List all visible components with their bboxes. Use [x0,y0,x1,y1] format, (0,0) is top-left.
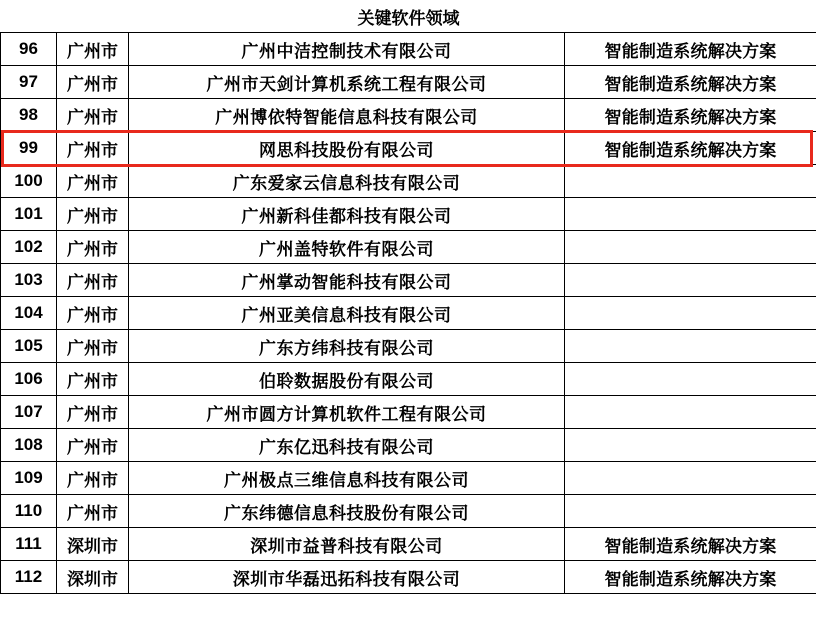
cell-index: 104 [1,297,57,330]
cell-city: 广州市 [57,462,129,495]
table-row [1,528,816,561]
cell-index: 109 [1,462,57,495]
cell-city: 广州市 [57,495,129,528]
cell-index: 102 [1,231,57,264]
cell-index: 96 [1,33,57,66]
cell-name: 广州博依特智能信息科技有限公司 [129,99,565,132]
cell-name: 广州中洁控制技术有限公司 [129,33,565,66]
cell-field [565,429,816,462]
cell-field [565,231,816,264]
cell-name: 广东爱家云信息科技有限公司 [129,165,565,198]
cell-city: 广州市 [57,264,129,297]
cell-name: 广东方纬科技有限公司 [129,330,565,363]
cell-city: 深圳市 [57,528,129,561]
table-row [1,66,816,99]
cell-field [565,462,816,495]
cell-city: 广州市 [57,363,129,396]
cell-field: 智能制造系统解决方案 [565,33,816,66]
cell-name: 广州盖特软件有限公司 [129,231,565,264]
cell-city: 广州市 [57,429,129,462]
cell-field [565,297,816,330]
cell-city: 广州市 [57,396,129,429]
table-row [1,495,816,528]
cell-index: 98 [1,99,57,132]
cell-city: 深圳市 [57,561,129,594]
table-title-row [1,0,816,33]
cell-index: 111 [1,528,57,561]
table-row [1,198,816,231]
table-row [1,264,816,297]
cell-field [565,330,816,363]
cell-city: 广州市 [57,165,129,198]
cell-name: 广州亚美信息科技有限公司 [129,297,565,330]
table-row [1,231,816,264]
cell-name: 深圳市益普科技有限公司 [129,528,565,561]
cell-index: 105 [1,330,57,363]
cell-field [565,264,816,297]
page-title: 关键软件领域 [1,0,816,33]
cell-index: 106 [1,363,57,396]
cell-field [565,495,816,528]
cell-field: 智能制造系统解决方案 [565,561,816,594]
table-row [1,99,816,132]
cell-index: 103 [1,264,57,297]
cell-index: 107 [1,396,57,429]
cell-city: 广州市 [57,66,129,99]
cell-name: 广州极点三维信息科技有限公司 [129,462,565,495]
table-row [1,396,816,429]
cell-name: 网思科技股份有限公司 [129,132,565,165]
table-row [1,363,816,396]
cell-name: 广东亿迅科技有限公司 [129,429,565,462]
cell-city: 广州市 [57,99,129,132]
cell-index: 97 [1,66,57,99]
cell-index: 101 [1,198,57,231]
table-row [1,561,816,594]
cell-name: 深圳市华磊迅拓科技有限公司 [129,561,565,594]
cell-city: 广州市 [57,297,129,330]
cell-index: 99 [1,132,57,165]
cell-name: 广州市圆方计算机软件工程有限公司 [129,396,565,429]
cell-city: 广州市 [57,33,129,66]
cell-name: 广东纬德信息科技股份有限公司 [129,495,565,528]
cell-city: 广州市 [57,231,129,264]
cell-index: 110 [1,495,57,528]
table-row [1,429,816,462]
cell-field: 智能制造系统解决方案 [565,99,816,132]
cell-field [565,363,816,396]
cell-index: 108 [1,429,57,462]
cell-name: 伯聆数据股份有限公司 [129,363,565,396]
cell-city: 广州市 [57,132,129,165]
cell-name: 广州掌动智能科技有限公司 [129,264,565,297]
table-row [1,132,816,165]
table-row [1,297,816,330]
table-row [1,33,816,66]
cell-name: 广州市天剑计算机系统工程有限公司 [129,66,565,99]
cell-field: 智能制造系统解决方案 [565,528,816,561]
table-row [1,165,816,198]
table-row [1,330,816,363]
cell-field [565,165,816,198]
cell-field [565,396,816,429]
cell-name: 广州新科佳都科技有限公司 [129,198,565,231]
cell-city: 广州市 [57,198,129,231]
cell-field: 智能制造系统解决方案 [565,66,816,99]
cell-field: 智能制造系统解决方案 [565,132,816,165]
cell-field [565,198,816,231]
cell-index: 112 [1,561,57,594]
table-row [1,462,816,495]
cell-index: 100 [1,165,57,198]
cell-city: 广州市 [57,330,129,363]
